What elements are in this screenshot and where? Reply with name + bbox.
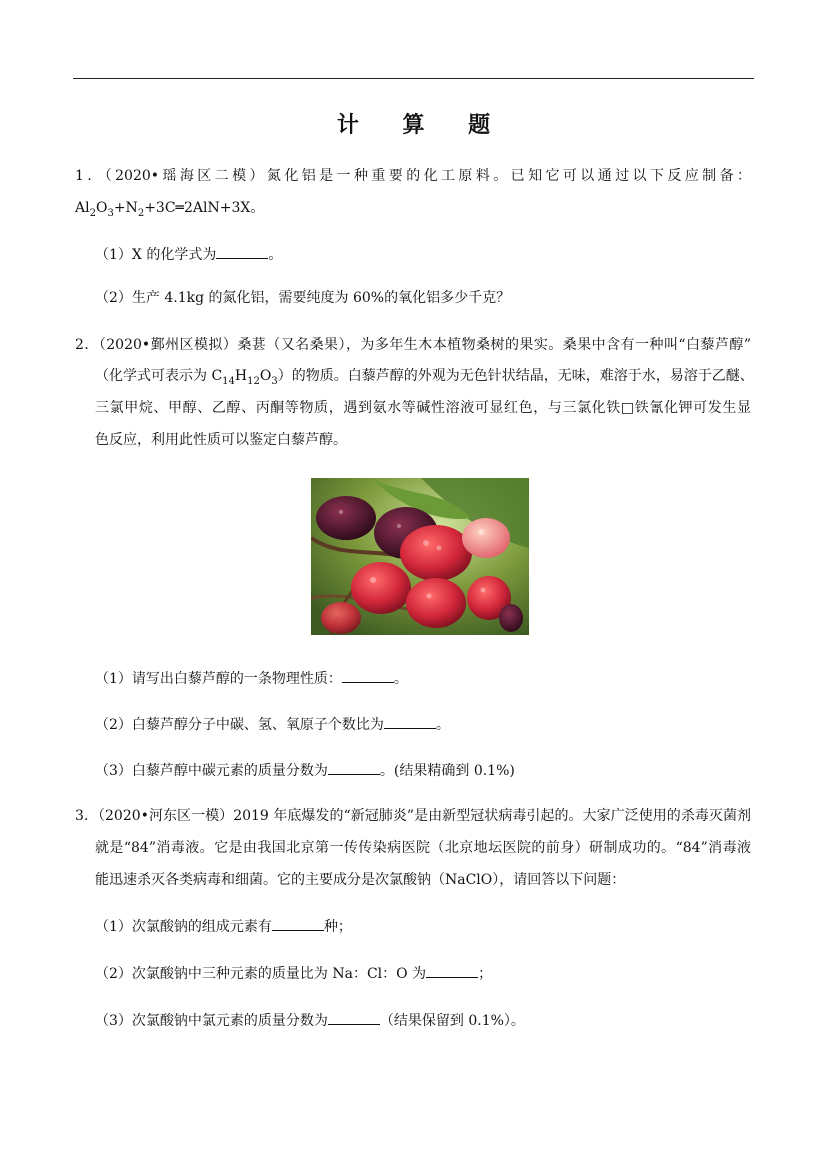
q3-line2: 就是“84”消毒液。它是由我国北京第一传传染病医院（北京地坛医院的前身）研制成功的。“84”消毒液 [95,840,751,856]
q2-line2: （化学式可表示为 $C_{14}H_{12}O_3$）的物质。白藜芦醇的外观为无色针状结晶，无味，难溶于水，易溶于乙醚、 [95,368,754,387]
q2-sub3: （3）白藜芦醇中碳元素的质量分数为 。(结果精确到 0.1%) [95,760,515,781]
q2-line4: 色反应，利用此性质可以鉴定白藜芦醇。 [95,432,347,448]
q3-line1: 3．（2020•河东区一模）2019 年底爆发的“新冠肺炎”是由新型冠状病毒引起的。大家广泛使用的杀毒灭菌剂 [75,808,751,824]
q3-sub1: （1）次氯酸钠的组成元素有 种； [95,916,352,937]
page-title: 计 算 题 [336,113,509,138]
answer-blank [384,714,436,729]
q1-intro: 1．（2020•瑶海区二模）氮化铝是一种重要的化工原料。已知它可以通过以下反应制备： [75,168,751,184]
q3-sub3: （3）次氯酸钠中氯元素的质量分数为 （结果保留到 0.1%）。 [95,1010,525,1031]
q1-sub2: （2）生产 4.1kg 的氮化铝，需要纯度为 60%的氧化铝多少千克？ [95,290,511,306]
q2-sub1: （1）请写出白藜芦醇的一条物理性质： 。 [95,668,408,689]
answer-blank [328,1010,380,1025]
q3-line3: 能迅速杀灭各类病毒和细菌。它的主要成分是次氯酸钠（NaClO），请回答以下问题： [95,872,626,888]
header-rule [73,78,754,79]
mulberry-photo [311,478,529,635]
answer-blank [272,916,324,931]
q1-equation: $Al_2O_3+N_2+3C═2AlN+3X$。 [75,200,265,219]
answer-blank [426,963,478,978]
q2-sub2: （2）白藜芦醇分子中碳、氢、氧原子个数比为 。 [95,714,450,735]
answer-blank [328,760,380,775]
q3-sub2: （2）次氯酸钠中三种元素的质量比为 Na：Cl：O 为 ； [95,963,492,984]
answer-blank [216,244,268,259]
q1-sub1: （1）X 的化学式为 。 [95,244,282,265]
answer-blank [342,668,394,683]
q2-line3: 三氯甲烷、甲醇、乙醇、丙酮等物质，遇到氨水等碱性溶液可显红色，与三氯化铁□铁氰化钾可发生显 [95,400,751,416]
q2-line1: 2．（2020•鄞州区模拟）桑葚（又名桑果），为多年生木本植物桑树的果实。桑果中含有一种叫“白藜芦醇” [75,337,751,353]
